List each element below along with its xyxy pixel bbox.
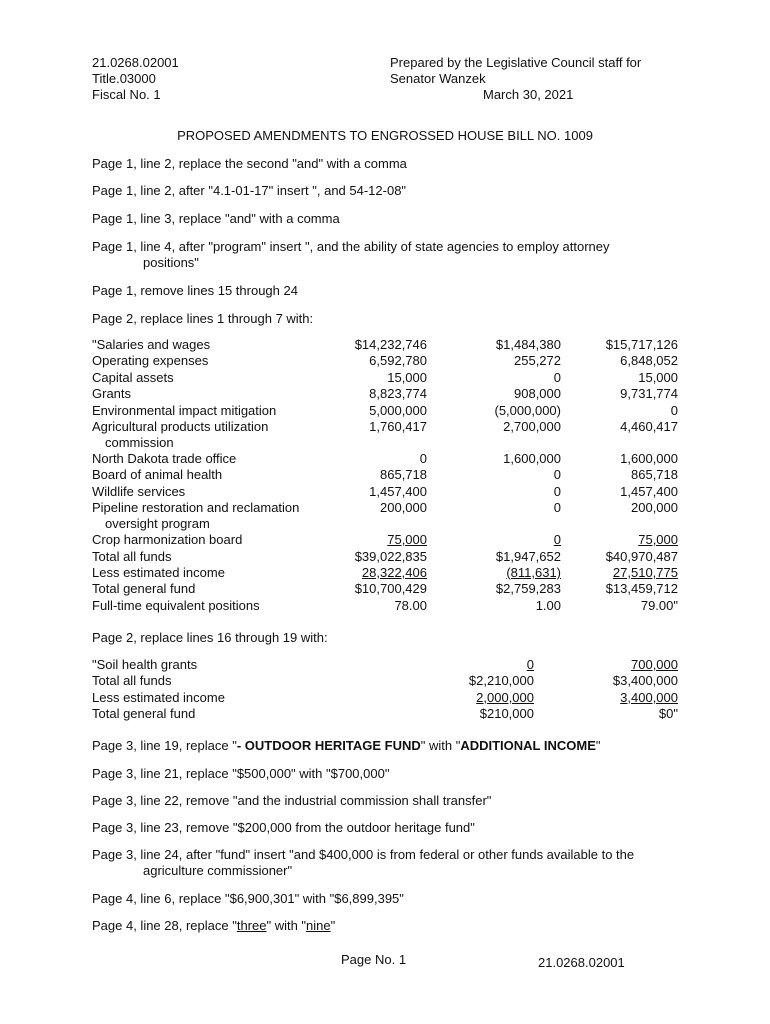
instruction-6: Page 2, replace lines 1 through 7 with: (92, 311, 314, 326)
amount-cell: 0 (670, 402, 678, 418)
amount-cell: 700,000 (631, 657, 678, 672)
amount-cell: $210,000 (479, 706, 534, 722)
instruction-10: Page 3, line 22, remove "and the industrial commission shall transfer" (92, 793, 492, 808)
table-row (92, 673, 678, 689)
row-label: Less estimated income (92, 689, 225, 705)
table-row (92, 706, 678, 722)
amount-cell: (811,631) (506, 564, 561, 580)
amount-cell: 865,718 (380, 467, 427, 483)
amount-cell: $0" (658, 706, 678, 722)
amount-cell: 200,000 (380, 500, 427, 516)
amount-cell: 0 (553, 467, 561, 483)
instruction-14: Page 4, line 28, replace "three" with "nine" (92, 918, 336, 933)
instruction-8: Page 3, line 19, replace "- OUTDOOR HERITAGE FUND" with "ADDITIONAL INCOME" (92, 738, 601, 753)
prepared-by-line2: Senator Wanzek (390, 71, 486, 86)
instruction-12 (92, 847, 634, 879)
page-number: Page No. 1 (341, 952, 407, 967)
amount-cell: (5,000,000) (494, 402, 561, 418)
instruction-4-line2: positions" (143, 255, 199, 270)
amount-cell: 9,731,774 (620, 386, 678, 402)
amount-cell: $10,700,429 (354, 581, 427, 597)
row-label: Total all funds (92, 548, 172, 564)
instruction-1: Page 1, line 2, replace the second "and" with a comma (92, 156, 407, 171)
amount-cell: 75,000 (387, 532, 427, 548)
table-row (92, 467, 678, 483)
outdoor-heritage-fund-text: - OUTDOOR HERITAGE FUND (236, 738, 421, 753)
footer-doc-id: 21.0268.02001 (538, 955, 625, 970)
amount-cell: 0 (419, 450, 427, 466)
row-label: Environmental impact mitigation (92, 402, 277, 418)
amount-cell: $2,210,000 (468, 673, 534, 689)
amount-cell: $3,400,000 (612, 673, 678, 689)
header-right-block (390, 55, 641, 87)
amount-cell: 1,600,000 (620, 450, 678, 466)
amount-cell: $1,484,380 (495, 337, 561, 352)
amount-cell: 0 (526, 657, 534, 672)
instruction-12-line2: agriculture commissioner" (143, 863, 293, 878)
row-label: Capital assets (92, 369, 174, 385)
instruction-12-line1: Page 3, line 24, after "fund" insert "and $400,000 is from federal or other funds available to the (92, 847, 635, 862)
document-date: March 30, 2021 (483, 87, 574, 102)
table-row (92, 500, 678, 532)
amount-cell: $2,759,283 (495, 581, 561, 597)
title-number: Title.03000 (92, 71, 156, 86)
table-row (92, 581, 678, 597)
amount-cell: 255,272 (514, 353, 561, 369)
amount-cell: 0 (553, 532, 561, 548)
amount-cell: 27,510,775 (612, 564, 678, 580)
bill-number: 21.0268.02001 (92, 55, 179, 70)
row-label: Wildlife services (92, 483, 186, 499)
instruction-4 (92, 239, 610, 271)
row-label: North Dakota trade office (92, 450, 237, 466)
amount-cell: 6,848,052 (620, 353, 678, 369)
table-row (92, 370, 678, 386)
amount-cell: 2,700,000 (503, 418, 561, 434)
amount-cell: 1,760,417 (369, 418, 427, 434)
row-label: Board of animal health (92, 467, 223, 483)
amount-cell: 865,718 (631, 467, 678, 483)
instruction-9: Page 3, line 21, replace "$500,000" with "$700,000" (92, 766, 390, 781)
appropriation-table (92, 337, 678, 614)
amount-cell: 1,600,000 (503, 450, 561, 466)
instruction-13: Page 4, line 6, replace "$6,900,301" with "$6,899,395" (92, 891, 404, 906)
row-label: "Salaries and wages (92, 337, 211, 352)
amount-cell: $40,970,487 (605, 548, 678, 564)
amount-cell: 0 (553, 369, 561, 385)
instruction-2: Page 1, line 2, after "4.1-01-17" insert ", and 54-12-08" (92, 183, 407, 198)
amount-cell: 1.00 (535, 597, 561, 613)
row-label: Full-time equivalent positions (92, 597, 260, 613)
table-row (92, 549, 678, 565)
row-label: Grants (92, 386, 132, 402)
amount-cell: 15,000 (387, 369, 427, 385)
instruction-4-line1: Page 1, line 4, after "program" insert ", and the ability of state agencies to employ attorney (92, 239, 610, 254)
amount-cell: 8,823,774 (369, 386, 427, 402)
amount-cell: 5,000,000 (369, 402, 427, 418)
amount-cell: 200,000 (631, 500, 678, 516)
amount-cell: 6,592,780 (369, 353, 427, 369)
amount-cell: 0 (553, 483, 561, 499)
instruction-3: Page 1, line 3, replace "and" with a comma (92, 211, 340, 226)
table-row (92, 403, 678, 419)
table-row (92, 565, 678, 581)
row-label: Less estimated income (92, 564, 225, 580)
instruction-11: Page 3, line 23, remove "$200,000 from the outdoor heritage fund" (92, 820, 475, 835)
row-label: Total general fund (92, 581, 196, 597)
amount-cell: 79.00" (640, 597, 678, 613)
amount-cell: $39,022,835 (354, 548, 427, 564)
row-label: Total general fund (92, 706, 196, 722)
additional-income-text: ADDITIONAL INCOME (460, 738, 596, 753)
amount-cell: $14,232,746 (354, 337, 427, 352)
amount-cell: 908,000 (514, 386, 561, 402)
prepared-by-line1: Prepared by the Legislative Council staff for (390, 55, 642, 70)
amount-cell: $1,947,652 (495, 548, 561, 564)
amount-cell: 0 (553, 500, 561, 516)
instruction-7: Page 2, replace lines 16 through 19 with: (92, 630, 328, 645)
table-row (92, 532, 678, 548)
row-label: Crop harmonization board (92, 532, 243, 548)
row-label: Total all funds (92, 673, 172, 689)
table-row (92, 484, 678, 500)
table-row (92, 419, 678, 451)
row-label: Agricultural products utilization commission (92, 418, 269, 450)
header-left-block (92, 55, 179, 103)
amount-cell: 78.00 (394, 597, 427, 613)
fiscal-number: Fiscal No. 1 (92, 87, 161, 102)
table-row (92, 451, 678, 467)
amount-cell: 4,460,417 (620, 418, 678, 434)
amount-cell: 2,000,000 (476, 689, 534, 705)
table-row (92, 657, 678, 673)
amount-cell: 15,000 (638, 369, 678, 385)
table-row (92, 337, 678, 353)
three-text: three (236, 918, 267, 933)
amount-cell: $15,717,126 (605, 337, 678, 352)
amount-cell: 1,457,400 (369, 483, 427, 499)
amount-cell: 1,457,400 (620, 483, 678, 499)
nine-text: nine (306, 918, 331, 933)
row-label: Pipeline restoration and reclamation oversight program (92, 500, 300, 532)
table-row (92, 353, 678, 369)
instruction-5: Page 1, remove lines 15 through 24 (92, 283, 298, 298)
row-label: "Soil health grants (92, 657, 198, 672)
amount-cell: $13,459,712 (605, 581, 678, 597)
amount-cell: 75,000 (638, 532, 678, 548)
table-row (92, 598, 678, 614)
soil-health-table (92, 657, 678, 723)
document-title: PROPOSED AMENDMENTS TO ENGROSSED HOUSE BILL NO. 1009 (177, 128, 593, 143)
table-row (92, 386, 678, 402)
amount-cell: 28,322,406 (361, 564, 427, 580)
table-row (92, 690, 678, 706)
row-label: Operating expenses (92, 353, 209, 369)
amount-cell: 3,400,000 (620, 689, 678, 705)
